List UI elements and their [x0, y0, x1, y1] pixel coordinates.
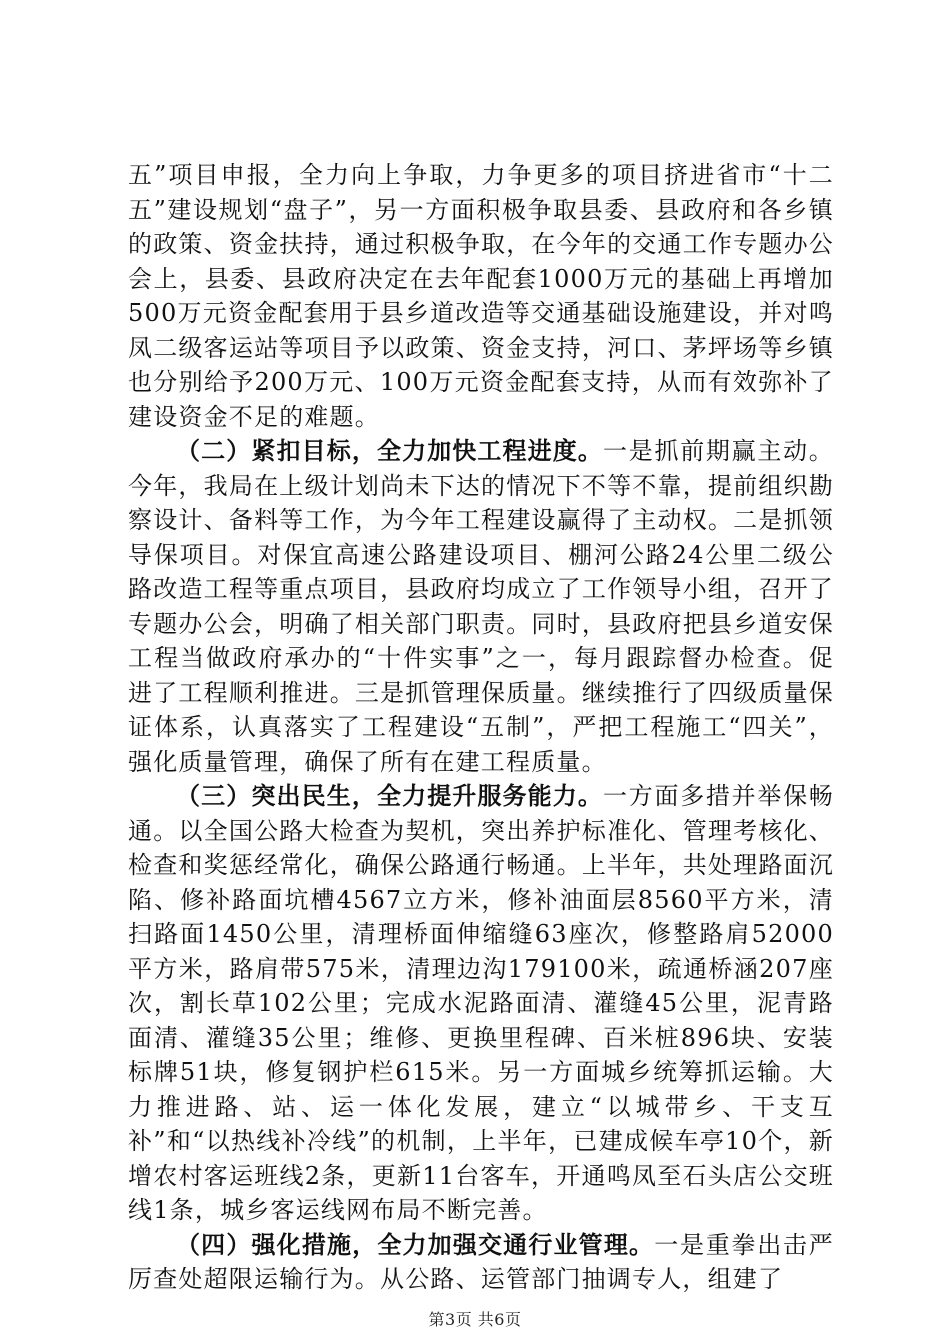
section-2-heading: （二）紧扣目标，全力加快工程进度。: [176, 437, 604, 465]
paragraph-4: [128, 1228, 834, 1297]
section-3-heading: （三）突出民生，全力提升服务能力。: [176, 782, 604, 810]
paragraph-1: [128, 158, 834, 434]
section-4-heading: （四）强化措施，全力加强交通行业管理。: [176, 1230, 655, 1259]
paragraph-2-text: 一是抓前期赢主动。今年，我局在上级计划尚未下达的情况下不等不靠，提前组织勘察设计、备料等工作，为今年工程建设赢得了主动权。二是抓领导保项目。对保宜高速公路建设项目、棚河公路24公里二级公路改造工程等重点项目，县政府均成立了工作领导小组，召开了专题办公会，明确了相关部门职责。同时，县政府把县乡道安保工程当做政府承办的“十件实事”之一，每月跟踪督办检查。促进了工程顺利推进。三是抓管理保质量。继续推行了四级质量保证体系，认真落实了工程建设“五制”，严把工程施工“四关”，强化质量管理，确保了所有在建工程质量。: [128, 437, 834, 776]
paragraph-2: [128, 434, 834, 779]
paragraph-4-text: 一是重拳出击严厉查处超限运输行为。从公路、运管部门抽调专人，组建了: [128, 1230, 834, 1293]
page-footer: 第3页 共6页: [428, 1310, 522, 1329]
paragraph-3: [128, 779, 834, 1228]
paragraph-1-text: 五”项目申报，全力向上争取，力争更多的项目挤进省市“十二五”建设规划“盘子”，另一方面积极争取县委、县政府和各乡镇的政策、资金扶持，通过积极争取，在今年的交通工作专题办公会上，县委、县政府决定在去年配套1000万元的基础上再增加500万元资金配套用于县乡道改造等交通基础设施建设，并对鸣凤二级客运站等项目予以政策、资金支持，河口、茅坪场等乡镇也分别给予200万元、100万元资金配套支持，从而有效弥补了建设资金不足的难题。: [128, 161, 834, 431]
document-body: [128, 158, 834, 1297]
paragraph-3-text: 一方面多措并举保畅通。以全国公路大检查为契机，突出养护标准化、管理考核化、检查和奖惩经常化，确保公路通行畅通。上半年，共处理路面沉陷、修补路面坑槽4567立方米，修补油面层8560平方米，清扫路面1450公里，清理桥面伸缩缝63座次，修整路肩52000平方米，路肩带575米，清理边沟179100米，疏通桥涵207座次，割长草102公里；完成水泥路面清、灌缝45公里，泥青路面清、灌缝35公里；维修、更换里程碑、百米桩896块、安装标牌51块，修复钢护栏615米。另一方面城乡统筹抓运输。大力推进路、站、运一体化发展，建立“以城带乡、干支互补”和“以热线补冷线”的机制，上半年，已建成候车亭10个，新增农村客运班线2条，更新11台客车，开通鸣凤至石头店公交班线1条，城乡客运线网布局不断完善。: [128, 782, 834, 1224]
